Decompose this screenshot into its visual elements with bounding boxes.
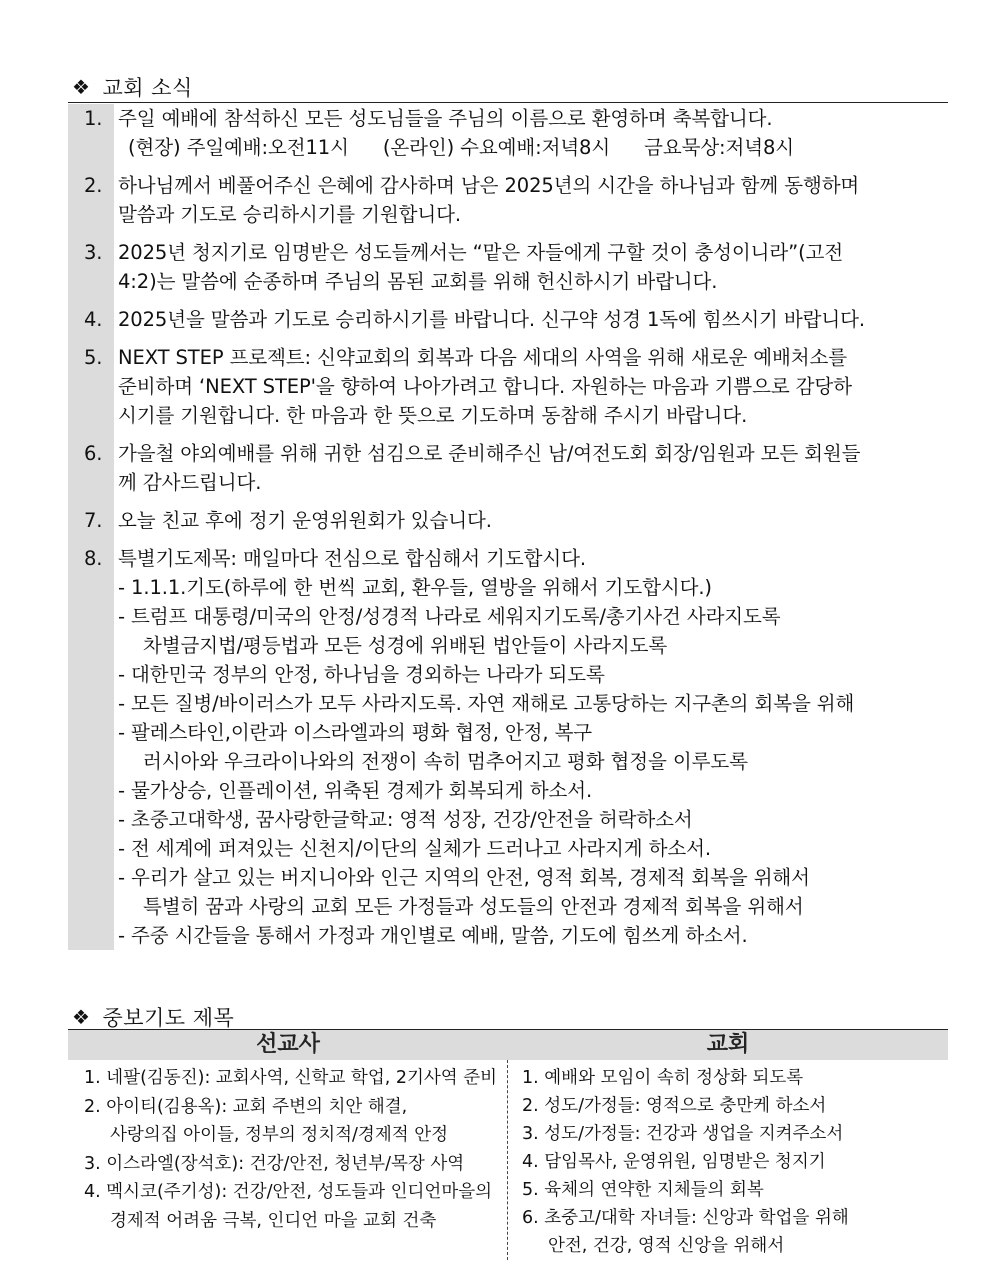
diamond-bullet-icon: ❖ bbox=[72, 75, 91, 99]
news-item-number: 7. bbox=[68, 506, 114, 535]
news-section-heading bbox=[72, 72, 193, 102]
prayer-line: - 모든 질병/바이러스가 모두 사라지도록. 자연 재해로 고통당하는 지구촌의 회복을 위해 bbox=[118, 692, 855, 715]
news-item-body bbox=[114, 171, 948, 229]
missionary-prayer-item-continued: 경제적 어려움 극복, 인디언 마을 교회 건축 bbox=[110, 1210, 437, 1231]
prayer-line: - 물가상승, 인플레이션, 위축된 경제가 회복되게 하소서. bbox=[118, 779, 593, 802]
church-prayer-item: 6. 초중고/대학 자녀들: 신앙과 학업을 위해 bbox=[522, 1208, 849, 1228]
news-item-body bbox=[114, 104, 948, 162]
prayer-line: - 초중고대학생, 꿈사랑한글학교: 영적 성장, 건강/안전을 허락하소서 bbox=[118, 808, 693, 831]
service-time-wednesday: (온라인) 수요예배:저녁8시 bbox=[382, 136, 611, 159]
news-list bbox=[68, 104, 948, 950]
news-section-title: 교회 소식 bbox=[102, 76, 193, 100]
prayer-line-continued: 차별금지법/평등법과 모든 성경에 위배된 법안들이 사라지도록 bbox=[143, 634, 668, 657]
news-line: 2025년을 말씀과 기도로 승리하시기를 바랍니다. 신구약 성경 1독에 힘쓰시기 바랍니다. bbox=[118, 308, 865, 331]
prayer-line: - 전 세계에 퍼져있는 신천지/이단의 실체가 드러나고 사라지게 하소서. bbox=[118, 837, 711, 860]
missionary-column-header: 선교사 bbox=[256, 1032, 320, 1057]
news-gap bbox=[68, 430, 948, 439]
news-item-body bbox=[114, 238, 948, 296]
prayer-line: - 우리가 살고 있는 버지니아와 인근 지역의 안전, 영적 회복, 경제적 회복을 위해서 bbox=[118, 866, 810, 889]
missionary-prayer-item-continued: 사랑의집 아이들, 정부의 정치적/경제적 안정 bbox=[110, 1125, 448, 1145]
news-item-body bbox=[114, 506, 948, 535]
news-item-body bbox=[114, 343, 948, 430]
news-item-2 bbox=[68, 171, 948, 229]
prayer-line: - 대한민국 정부의 안정, 하나님을 경외하는 나라가 되도록 bbox=[118, 663, 605, 686]
prayer-line: - 트럼프 대통령/미국의 안정/성경적 나라로 세워지기도록/총기사건 사라지도록 bbox=[118, 605, 781, 628]
news-item-6 bbox=[68, 439, 948, 497]
church-prayer-item: 4. 담임목사, 운영위원, 임명받은 청지기 bbox=[522, 1152, 826, 1172]
news-line: 오늘 친교 후에 정기 운영위원회가 있습니다. bbox=[118, 509, 492, 532]
church-prayer-item: 1. 예배와 모임이 속히 정상화 되도록 bbox=[522, 1068, 804, 1088]
news-gap bbox=[68, 535, 948, 544]
news-item-number: 2. bbox=[68, 171, 114, 229]
prayer-line: - 1.1.1.기도(하루에 한 번씩 교회, 환우들, 열방을 위해서 기도합시다.) bbox=[118, 576, 712, 599]
news-item-body bbox=[114, 439, 948, 497]
service-time-sunday: (현장) 주일예배:오전11시 bbox=[128, 136, 349, 159]
news-gap bbox=[68, 497, 948, 506]
news-line: 특별기도제목: 매일마다 전심으로 합심해서 기도합시다. bbox=[118, 547, 586, 570]
news-item-number: 1. bbox=[68, 104, 114, 162]
service-times bbox=[118, 133, 946, 162]
news-line: 께 감사드립니다. bbox=[118, 471, 262, 494]
news-line: 하나님께서 베풀어주신 은혜에 감사하며 남은 2025년의 시간을 하나님과 함께 동행하며 bbox=[118, 174, 860, 197]
news-line: 말씀과 기도로 승리하시기를 기원합니다. bbox=[118, 203, 461, 226]
news-item-3 bbox=[68, 238, 948, 296]
news-line: 2025년 청지기로 임명받은 성도들께서는 “맡은 자들에게 구할 것이 충성이니라”(고전 bbox=[118, 241, 844, 264]
prayer-line: - 주중 시간들을 통해서 가정과 개인별로 예배, 말씀, 기도에 힘쓰게 하소서. bbox=[118, 924, 748, 947]
news-gap bbox=[68, 162, 948, 171]
news-line: 준비하며 ‘NEXT STEP'을 향하여 나아가려고 합니다. 자원하는 마음과 기쁨으로 감당하 bbox=[118, 375, 852, 398]
diamond-bullet-icon: ❖ bbox=[72, 1005, 91, 1029]
prayer-section-heading bbox=[72, 1002, 234, 1032]
news-item-number: 8. bbox=[68, 544, 114, 950]
news-item-number: 6. bbox=[68, 439, 114, 497]
prayer-section-title: 중보기도 제목 bbox=[102, 1006, 235, 1030]
missionary-column bbox=[68, 1060, 508, 1260]
church-prayer-item-continued: 안전, 건강, 영적 신앙을 위해서 bbox=[548, 1236, 785, 1256]
missionary-prayer-item: 3. 이스라엘(장석호): 건강/안전, 청년부/목장 사역 bbox=[84, 1153, 465, 1174]
news-line: 시기를 기원합니다. 한 마음과 한 뜻으로 기도하며 동참해 주시기 바랍니다. bbox=[118, 404, 748, 427]
news-item-body bbox=[114, 544, 948, 950]
intercessory-prayer-table bbox=[68, 1030, 948, 1260]
church-prayer-item: 2. 성도/가정들: 영적으로 충만케 하소서 bbox=[522, 1096, 827, 1116]
missionary-prayer-item: 2. 아이티(김용옥): 교회 주변의 치안 해결, bbox=[84, 1096, 408, 1117]
news-item-body bbox=[114, 305, 948, 334]
prayer-table-body bbox=[68, 1060, 948, 1260]
news-section bbox=[68, 104, 948, 950]
news-line: 가을철 야외예배를 위해 귀한 섬김으로 준비해주신 남/여전도회 회장/임원과 모든 회원들 bbox=[118, 442, 861, 465]
news-item-number: 4. bbox=[68, 305, 114, 334]
news-item-7 bbox=[68, 506, 948, 535]
news-gap bbox=[68, 296, 948, 305]
news-line: NEXT STEP 프로젝트: 신약교회의 회복과 다음 세대의 사역을 위해 새로운 예배처소를 bbox=[118, 346, 847, 369]
news-line: 4:2)는 말씀에 순종하며 주님의 몸된 교회를 위해 헌신하시기 바랍니다. bbox=[118, 270, 718, 293]
news-item-number: 5. bbox=[68, 343, 114, 430]
news-heading-rule bbox=[68, 102, 948, 103]
church-prayer-item: 3. 성도/가정들: 건강과 생업을 지켜주소서 bbox=[522, 1124, 844, 1144]
news-item-1 bbox=[68, 104, 948, 162]
news-gap bbox=[68, 334, 948, 343]
news-gap bbox=[68, 229, 948, 238]
prayer-line-continued: 러시아와 우크라이나와의 전쟁이 속히 멈추어지고 평화 협정을 이루도록 bbox=[143, 750, 748, 773]
missionary-prayer-item: 4. 멕시코(주기성): 건강/안전, 성도들과 인디언마을의 bbox=[84, 1182, 493, 1202]
prayer-table-header bbox=[68, 1030, 948, 1060]
news-item-number: 3. bbox=[68, 238, 114, 296]
news-line: 주일 예배에 참석하신 모든 성도님들을 주님의 이름으로 환영하며 축복합니다. bbox=[118, 107, 773, 130]
news-item-5 bbox=[68, 343, 948, 430]
missionary-prayer-item: 1. 네팔(김동진): 교회사역, 신학교 학업, 2기사역 준비 bbox=[84, 1068, 498, 1088]
prayer-line: - 팔레스타인,이란과 이스라엘과의 평화 협정, 안정, 복구 bbox=[118, 721, 593, 744]
prayer-line-continued: 특별히 꿈과 사랑의 교회 모든 가정들과 성도들의 안전과 경제적 회복을 위해서 bbox=[143, 895, 804, 918]
service-time-friday: 금요묵상:저녁8시 bbox=[644, 136, 795, 159]
church-column-header: 교회 bbox=[706, 1032, 750, 1057]
church-column bbox=[508, 1060, 948, 1260]
news-item-4 bbox=[68, 305, 948, 334]
news-item-8 bbox=[68, 544, 948, 950]
church-prayer-item: 5. 육체의 연약한 지체들의 회복 bbox=[522, 1180, 764, 1200]
